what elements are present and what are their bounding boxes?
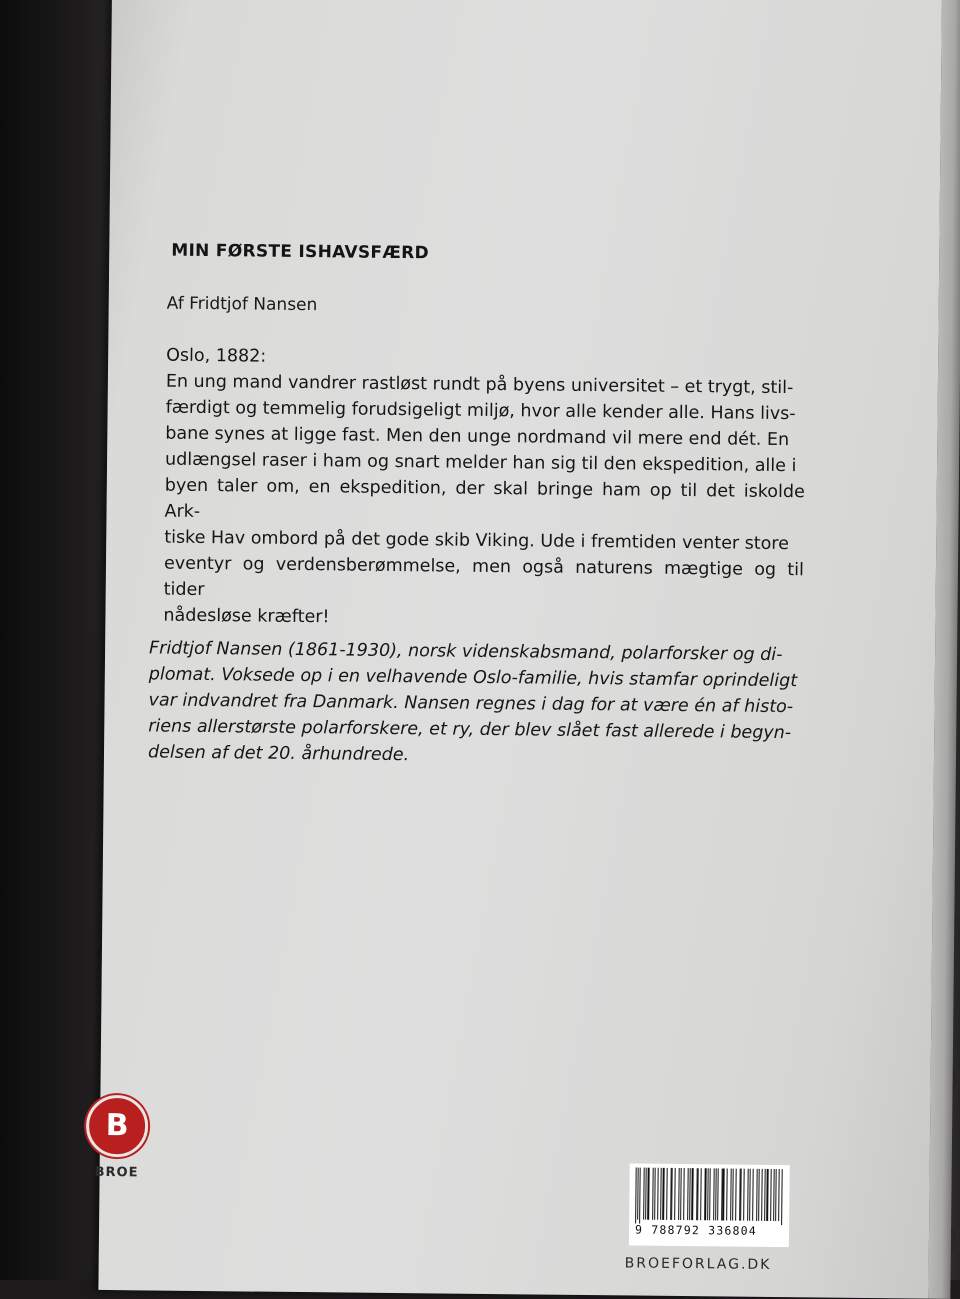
blurb-line: En ung mand vandrer rastløst rundt på byens universitet – et trygt, stil- [165,371,794,399]
barcode-bar [778,1169,779,1221]
barcode-bar [697,1168,698,1220]
blurb-line: udlængsel raser i ham og snart melder han sig til den ekspedition, alle i [164,449,797,477]
barcode-bar [735,1169,736,1221]
bio-line: delsen af det 20. århundrede. [147,742,410,766]
barcode-bar [750,1169,751,1221]
barcode-bar [639,1168,641,1224]
blurb-line: Oslo, 1882: [166,345,267,367]
barcode-bar [743,1169,744,1221]
barcode-bar [761,1169,762,1221]
barcode-bar [666,1168,667,1220]
publisher-website: BROEFORLAG.DK [624,1255,772,1273]
book-title: MIN FØRSTE ISHAVSFÆRD [171,240,430,264]
barcode-bar [758,1169,760,1221]
blurb-line: tiske Hav ombord på det gode skib Viking. Ude i fremtiden venter store [164,527,790,555]
blurb-text [163,343,806,636]
blurb-line: bane synes at ligge fast. Men den unge nordmand vil mere end dét. En [165,423,790,451]
barcode-bar [637,1168,638,1220]
barcode-bar [740,1169,742,1221]
book-back-cover [94,0,942,1299]
barcode-bar [732,1169,734,1221]
isbn-barcode [629,1163,790,1247]
barcode-bar [766,1169,768,1221]
barcode-bar [726,1169,728,1221]
barcode-bar [782,1169,783,1225]
barcode-bar [683,1168,685,1220]
barcode-bar [717,1168,718,1220]
barcode-bar [707,1168,708,1220]
barcode-bar [663,1168,665,1220]
barcode-bar [752,1169,753,1221]
barcode-bar [689,1168,690,1220]
barcode-bar [648,1168,650,1220]
barcode-bar [700,1168,702,1220]
barcode-bars [635,1168,784,1222]
author-bio [148,635,803,772]
barcode-bar [775,1169,776,1221]
blurb-line: nådesløse kræfter! [163,605,330,628]
book-author: Af Fridtjof Nansen [166,293,318,316]
barcode-bar [645,1168,646,1220]
barcode-bar [723,1168,725,1220]
barcode-digits: 9 788792 336804 [634,1222,757,1238]
blurb-line: færdigt og temmelig forudsigeligt miljø, hvor alle kender alle. Hans livs- [165,397,796,425]
blurb-line: byen taler om, en ekspedition, der skal bringe ham op til det iskolde Ark- [164,475,805,522]
barcode-bar [715,1168,716,1220]
barcode-bar [654,1168,655,1220]
barcode-bar [674,1168,676,1220]
publisher-logo [86,1095,149,1181]
bio-line: riens allerstørste polarforskere, et ry, der blev slået fast allerede i begyn- [148,716,792,744]
barcode-bar [680,1168,681,1220]
blurb-line: eventyr og verdensberømmelse, men også naturens mægtige og til tider [163,553,805,601]
barcode-bar [657,1168,658,1220]
barcode-bar [770,1169,771,1221]
publisher-name: BROE [94,1164,139,1181]
barcode-bar [709,1168,710,1220]
barcode-bar [671,1168,672,1220]
publisher-logo-icon: B [86,1095,149,1158]
barcode-bar [692,1168,694,1220]
bio-line: var indvandret fra Danmark. Nansen regnes i dag for at være én af histo- [148,690,794,718]
bio-line: plomat. Voksede op i en velhavende Oslo-familie, hvis stamfar oprindeligt [148,664,798,692]
bio-line: Fridtjof Nansen (1861-1930), norsk videnskabsmand, polarforsker og di- [149,638,783,666]
